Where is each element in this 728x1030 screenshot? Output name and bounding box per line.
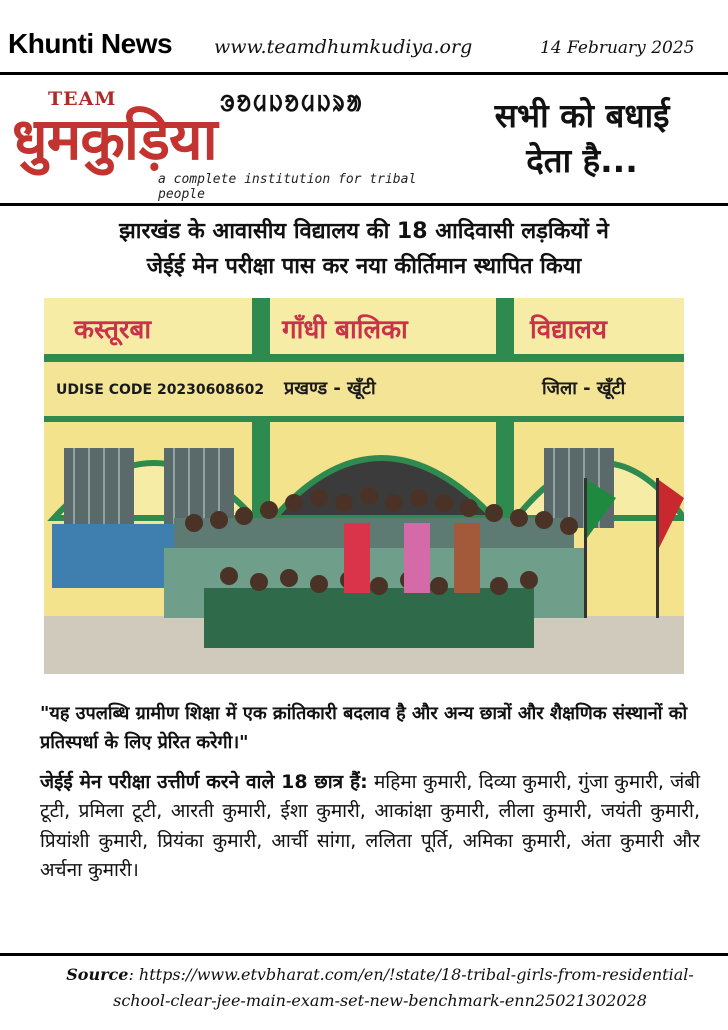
sign-name-2: गाँधी बालिका	[282, 315, 408, 345]
footer-divider	[0, 953, 728, 956]
top-divider	[0, 72, 728, 75]
source-label: Source	[66, 965, 129, 984]
logo-team-text: TEAM	[48, 88, 117, 110]
source-citation	[40, 962, 720, 1013]
headline-line-1: झारखंड के आवासीय विद्यालय की 18 आदिवासी लड़कियों ने	[119, 219, 609, 244]
logo-tagline: a complete institution for tribal people	[158, 172, 417, 202]
article-headline	[10, 214, 718, 284]
students-list	[40, 768, 700, 886]
sign-name-3: विद्यालय	[530, 315, 608, 345]
sign-name-1: कस्तूरबा	[74, 315, 152, 345]
banner-divider	[0, 203, 728, 206]
sign-block: प्रखण्ड - खूँटी	[284, 378, 376, 399]
school-group-photo	[44, 298, 684, 674]
greeting-text	[442, 94, 722, 183]
site-url[interactable]: www.teamdhumkudiya.org	[214, 36, 473, 58]
logo-script-text: ᱳᱚᱢᱡᱚᱢᱡᱨᱟ	[220, 92, 364, 117]
publish-date: 14 February 2025	[540, 38, 695, 58]
source-url[interactable]: : https://www.etvbharat.com/en/!state/18-tribal-girls-from-residential-school-clear-jee-main-exam-set-new-benchmark-enn25021302028	[113, 965, 694, 1010]
article-quote: "यह उपलब्धि ग्रामीण शिक्षा में एक क्रांतिकारी बदलाव है और अन्य छात्रों और शैक्षणिक संस्थानों को प्रतिस्पर्धा के लिए प्रेरित करेगी।"	[40, 703, 688, 753]
sign-udise-code: UDISE CODE 20230608602	[56, 382, 265, 398]
top-bar	[0, 0, 728, 72]
headline-line-2: जेईई मेन परीक्षा पास कर नया कीर्तिमान स्थापित किया	[146, 254, 582, 280]
greeting-line-1: सभी को बधाई	[494, 96, 670, 135]
greeting-line-2: देता है...	[526, 140, 638, 180]
site-name: Khunti News	[8, 28, 173, 59]
sign-district: जिला - खूँटी	[542, 378, 626, 399]
students-list-lead: जेईई मेन परीक्षा उत्तीर्ण करने वाले 18 छात्र हैं:	[40, 771, 368, 793]
banner	[0, 78, 728, 200]
logo-main-text: धुमकुड़िया	[12, 105, 217, 173]
group-photo-illustration	[44, 298, 684, 674]
students-list-names: महिमा कुमारी, दिव्या कुमारी, गुंजा कुमारी, जंबी टूटी, प्रमिला टूटी, आरती कुमारी, ईशा कुमारी, आकांक्षा कुमारी, लीला कुमारी, जयंती कुमारी, प्रियांशी कुमारी, प्रियंका कुमारी, आर्ची सांगा, ललिता पूर्ति, अमिका कुमारी, अंता कुमारी और अर्चना कुमारी।	[40, 771, 700, 882]
team-dhumkudiya-logo	[8, 82, 432, 202]
